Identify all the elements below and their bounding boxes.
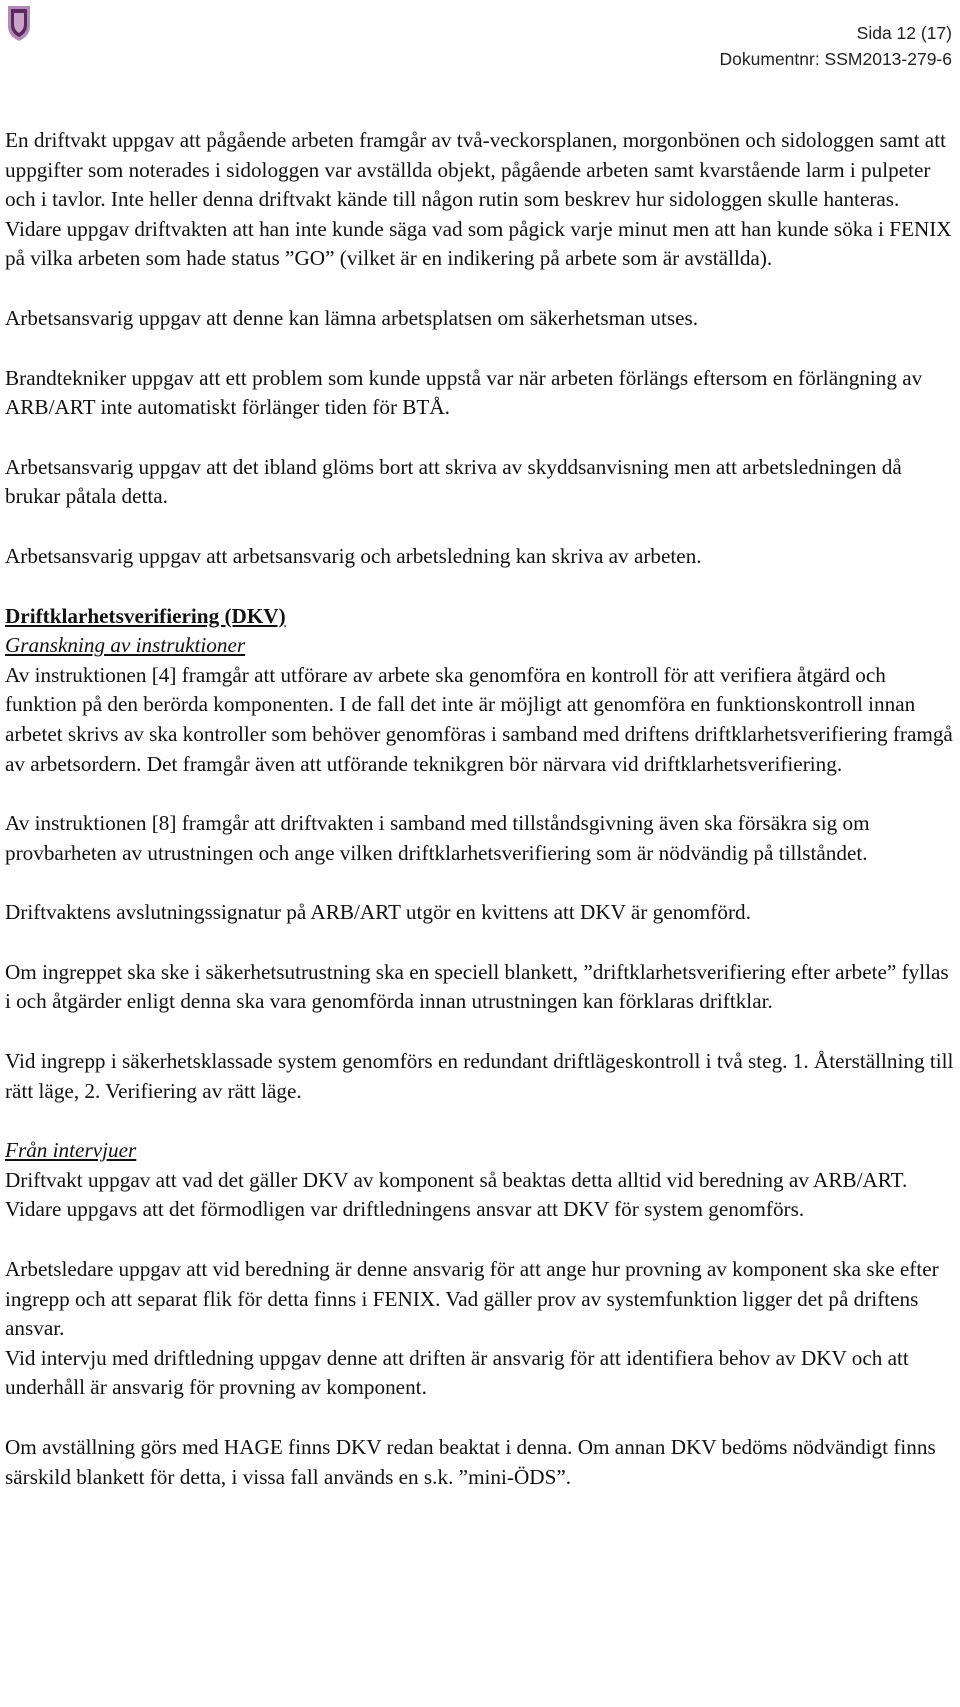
ssm-logo-icon <box>6 4 32 42</box>
paragraph: Arbetsansvarig uppgav att arbetsansvarig och arbetsledning kan skriva av arbeten. <box>5 543 702 568</box>
paragraph: Om ingreppet ska ske i säkerhetsutrustning ska en speciell blankett, ”driftklarhetsverifiering efter arbete” fyllas i och åtgärder enligt denna ska vara genomförda innan utrustningen kan förklaras driftklar. <box>5 959 949 1014</box>
paragraph: Om avställning görs med HAGE finns DKV redan beaktat i denna. Om annan DKV bedöms nödvändigt finns särskild blankett för detta, i vissa fall används en s.k. ”mini-ÖDS”. <box>5 1435 936 1489</box>
paragraph: Arbetsansvarig uppgav att det ibland glöms bort att skriva av skyddsanvisning men att arbetsledningen då brukar påtala detta. <box>5 454 902 509</box>
page-header <box>720 20 952 72</box>
subsection-heading: Granskning av instruktioner <box>5 633 246 658</box>
paragraph: Driftvakt uppgav att vad det gäller DKV av komponent så beaktas detta alltid vid beredning av ARB/ART. Vidare uppgavs att det förmodligen var driftledningens ansvar att DKV för system genomförs. <box>5 1167 908 1222</box>
subsection-heading: Från intervjuer <box>5 1138 137 1163</box>
document-number: Dokumentnr: SSM2013-279-6 <box>719 49 952 69</box>
paragraph: Brandtekniker uppgav att ett problem som kunde uppstå var när arbeten förlängs eftersom en förlängning av ARB/ART inte automatiskt förlänger tiden för BTÅ. <box>5 365 923 420</box>
page-number: Sida 12 (17) <box>856 23 952 43</box>
paragraph: En driftvakt uppgav att pågående arbeten framgår av två-veckorsplanen, morgonbönen och sidologgen samt att uppgifter som noterades i sidologgen var avställda objekt, pågående arbeten samt kvarstående larm i pulpeter och i tavlor. Inte heller denna driftvakt kände till någon rutin som beskrev hur sidologgen skulle hanteras. Vidare uppgav driftvakten att han inte kunde säga vad som pågick varje minut men att han kunde söka i FENIX på vilka arbeten som hade status ”GO” (vilket är en indikering på arbete som är avställda). <box>5 128 952 271</box>
paragraph: Arbetsansvarig uppgav att denne kan lämna arbetsplatsen om säkerhetsman utses. <box>5 305 699 330</box>
section-heading: Driftklarhetsverifiering (DKV) <box>5 603 286 628</box>
paragraph: Vid ingrepp i säkerhetsklassade system genomförs en redundant driftlägeskontroll i två steg. 1. Återställning till rätt läge, 2. Verifiering av rätt läge. <box>5 1049 954 1103</box>
document-body <box>5 126 955 1522</box>
paragraph: Vid intervju med driftledning uppgav denne att driften är ansvarig för att identifiera behov av DKV och att underhåll är ansvarig för provning av komponent. <box>5 1345 909 1400</box>
paragraph: Av instruktionen [4] framgår att utförare av arbete ska genomföra en kontroll för att verifiera åtgärd och funktion på den berörda komponenten. I de fall det inte är möjligt att genomföra en funktionskontroll innan arbetet skrivs av ska kontroller som behöver genomföras i samband med driftens driftklarhetsverifiering framgå av arbetsordern. Det framgår även att utförande teknikgren bör närvara vid driftklarhetsverifiering. <box>5 662 953 776</box>
paragraph: Arbetsledare uppgav att vid beredning är denne ansvarig för att ange hur provning av komponent ska ske efter ingrepp och att separat flik för detta finns i FENIX. Vad gäller prov av systemfunktion ligger det på driftens ansvar. <box>5 1257 939 1341</box>
paragraph: Driftvaktens avslutningssignatur på ARB/ART utgör en kvittens att DKV är genomförd. <box>5 900 751 925</box>
paragraph: Av instruktionen [8] framgår att driftvakten i samband med tillståndsgivning även ska försäkra sig om provbarheten av utrustningen och ange vilken driftklarhetsverifiering som är nödvändig på tillståndet. <box>5 811 870 865</box>
